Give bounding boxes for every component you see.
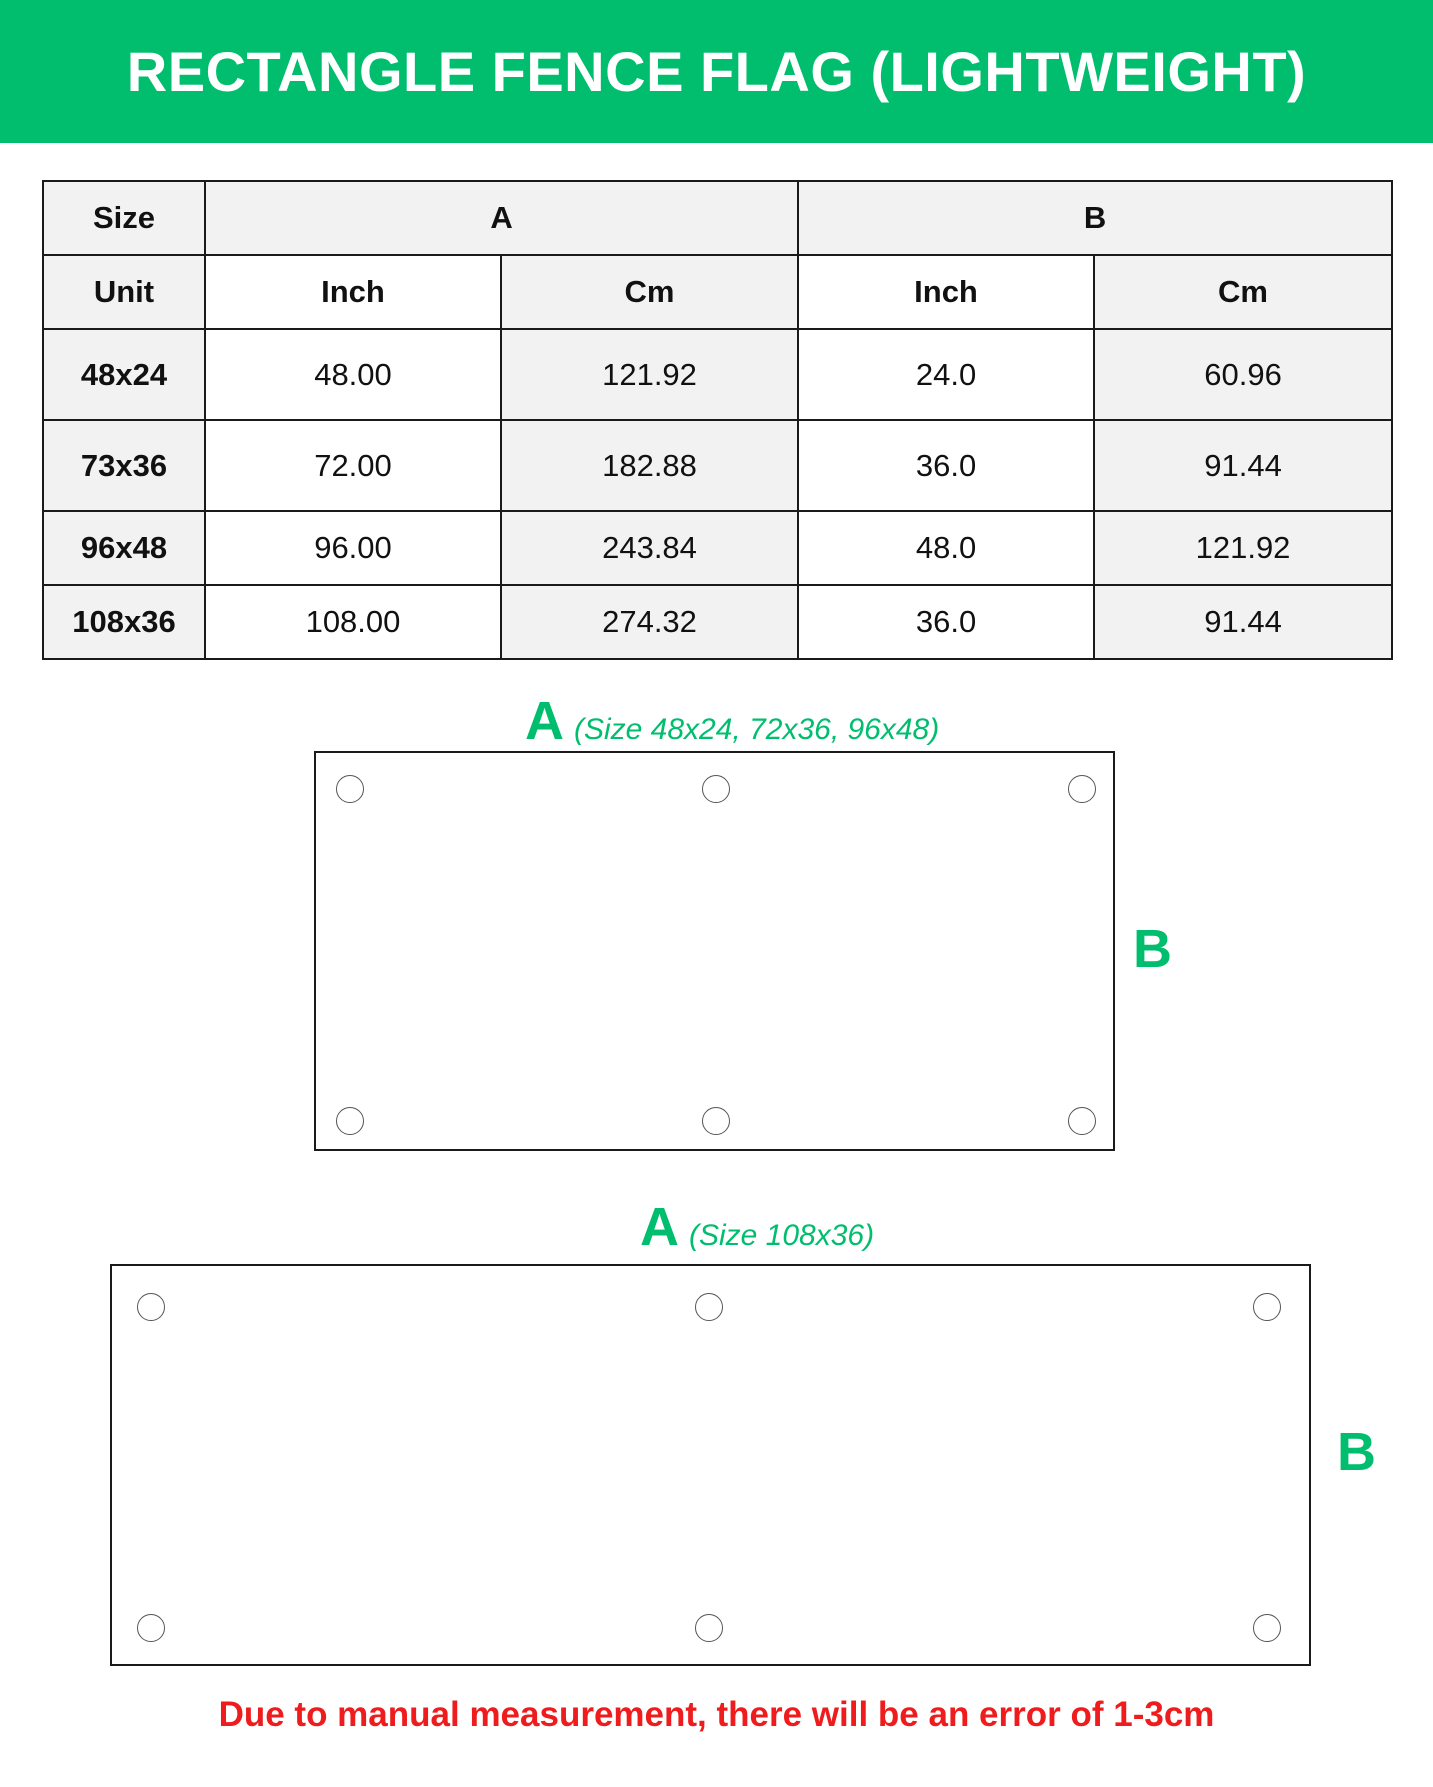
- row-size: 48x24: [43, 329, 205, 420]
- table-row: [43, 420, 1392, 511]
- row-size: 96x48: [43, 511, 205, 585]
- b-inch-header: Inch: [798, 255, 1094, 329]
- b-cm-cell: 91.44: [1094, 420, 1392, 511]
- table-row: [43, 329, 1392, 420]
- grommet-icon: [695, 1614, 723, 1642]
- diagram2-caption: [640, 1196, 874, 1258]
- a-cm-header: Cm: [501, 255, 798, 329]
- table-header-row: [43, 181, 1392, 255]
- grommet-icon: [137, 1293, 165, 1321]
- table-row: [43, 585, 1392, 659]
- a-cm-cell: 243.84: [501, 511, 798, 585]
- measurement-warning: Due to manual measurement, there will be an error of 1-3cm: [218, 1695, 1215, 1734]
- a-inch-cell: 48.00: [205, 329, 501, 420]
- b-cm-header: Cm: [1094, 255, 1392, 329]
- diagram1-size-note: (Size 48x24, 72x36, 96x48): [574, 713, 940, 746]
- a-inch-cell: 96.00: [205, 511, 501, 585]
- row-size: 108x36: [43, 585, 205, 659]
- grommet-icon: [336, 775, 364, 803]
- a-cm-cell: 182.88: [501, 420, 798, 511]
- b-inch-cell: 36.0: [798, 420, 1094, 511]
- table-row: [43, 511, 1392, 585]
- row-size: 73x36: [43, 420, 205, 511]
- size-table: [42, 180, 1393, 660]
- a-cm-cell: 274.32: [501, 585, 798, 659]
- b-cm-cell: 60.96: [1094, 329, 1392, 420]
- diagram2-dimension-a: A: [640, 1197, 679, 1257]
- a-inch-header: Inch: [205, 255, 501, 329]
- page-title: RECTANGLE FENCE FLAG (LIGHTWEIGHT): [126, 40, 1307, 103]
- b-inch-cell: 36.0: [798, 585, 1094, 659]
- title-banner: [0, 0, 1433, 143]
- grommet-icon: [1253, 1614, 1281, 1642]
- flag-diagram-1: [314, 751, 1115, 1151]
- size-header: Size: [43, 181, 205, 255]
- grommet-icon: [1068, 1107, 1096, 1135]
- a-cm-cell: 121.92: [501, 329, 798, 420]
- col-a-header: A: [205, 181, 798, 255]
- diagram1-dimension-b: B: [1133, 919, 1172, 979]
- a-inch-cell: 108.00: [205, 585, 501, 659]
- a-inch-cell: 72.00: [205, 420, 501, 511]
- diagram1-caption: [525, 690, 939, 752]
- diagram2-size-note: (Size 108x36): [689, 1219, 875, 1252]
- grommet-icon: [137, 1614, 165, 1642]
- grommet-icon: [336, 1107, 364, 1135]
- unit-header: Unit: [43, 255, 205, 329]
- b-cm-cell: 121.92: [1094, 511, 1392, 585]
- col-b-header: B: [798, 181, 1392, 255]
- grommet-icon: [695, 1293, 723, 1321]
- b-cm-cell: 91.44: [1094, 585, 1392, 659]
- grommet-icon: [1068, 775, 1096, 803]
- grommet-icon: [702, 1107, 730, 1135]
- diagram2-dimension-b: B: [1337, 1422, 1376, 1482]
- flag-diagram-2: [110, 1264, 1311, 1666]
- b-inch-cell: 24.0: [798, 329, 1094, 420]
- grommet-icon: [1253, 1293, 1281, 1321]
- grommet-icon: [702, 775, 730, 803]
- b-inch-cell: 48.0: [798, 511, 1094, 585]
- table-unit-row: [43, 255, 1392, 329]
- diagram1-dimension-a: A: [525, 691, 564, 751]
